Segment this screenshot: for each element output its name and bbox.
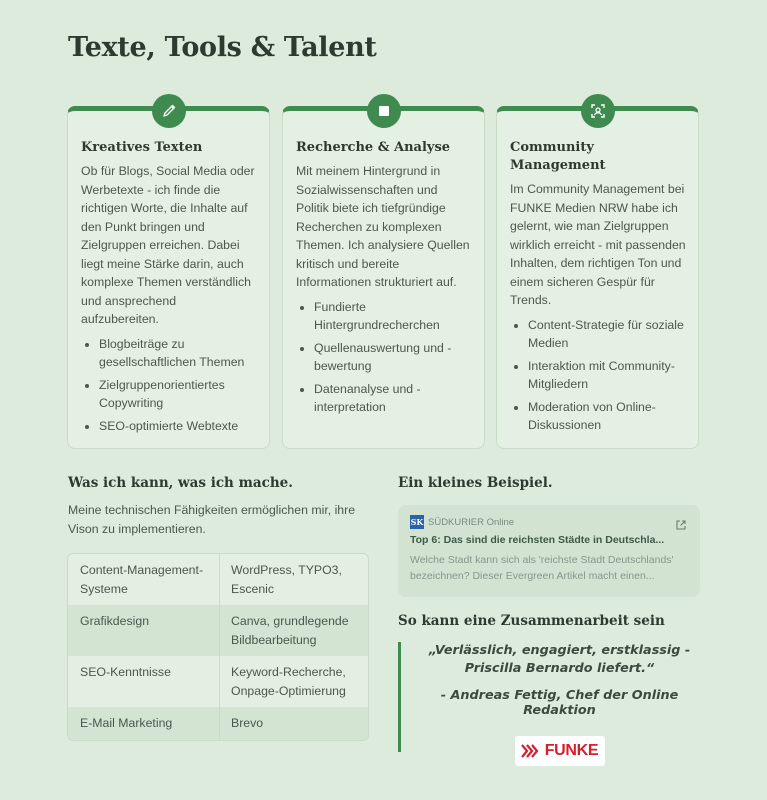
skill-cell: E-Mail Marketing xyxy=(80,716,173,730)
skills-table xyxy=(67,553,369,741)
source-logo: SK xyxy=(410,517,424,527)
preview-title[interactable]: Top 6: Das sind die reichsten Städte in Deutschla... xyxy=(410,534,665,546)
square-icon xyxy=(367,94,401,128)
skill-cell: SEO-Kenntnisse xyxy=(80,665,171,679)
skills-heading: Was ich kann, was ich mache. xyxy=(68,475,293,491)
list-item: • Datenanalyse und -interpretation xyxy=(314,380,472,417)
card-title: Kreatives Texten xyxy=(81,140,203,155)
tools-cell: Keyword-Recherche, Onpage-Optimierung xyxy=(219,656,368,707)
tools-cell: Brevo xyxy=(219,707,368,740)
list-item: • SEO-optimierte Webtexte xyxy=(99,417,257,436)
logo-text: FUNKE xyxy=(544,742,599,759)
table-row xyxy=(68,554,368,605)
list-item: • Interaktion mit Community-Mitgliedern xyxy=(528,357,686,394)
external-link-icon[interactable] xyxy=(676,517,686,535)
skill-cell: Grafikdesign xyxy=(80,614,150,628)
tools-cell: Canva, grundlegende Bildbearbeitung xyxy=(219,605,368,656)
quote-author: - Andreas Fettig, Chef der Online Redaktion xyxy=(440,688,679,718)
card-list xyxy=(510,316,686,435)
preview-source xyxy=(410,515,688,529)
list-item: • Quellenauswertung und -bewertung xyxy=(314,339,472,376)
table-row xyxy=(68,707,368,740)
service-card-research xyxy=(282,106,485,449)
source-name: SÜDKURIER Online xyxy=(428,516,515,528)
service-card-writing xyxy=(67,106,270,449)
community-icon xyxy=(581,94,615,128)
list-item: • Zielgruppenorientiertes Copywriting xyxy=(99,376,257,413)
table-row xyxy=(68,605,368,656)
skills-intro: Meine technischen Fähigkeiten ermöglichen mir, ihre Vison zu implementieren. xyxy=(68,503,356,536)
list-item: • Content-Strategie für soziale Medien xyxy=(528,316,686,353)
table-row xyxy=(68,656,368,707)
card-list xyxy=(296,298,472,417)
example-heading: Ein kleines Beispiel. xyxy=(398,475,553,491)
preview-description: Welche Stadt kann sich als 'reichste Stadt Deutschlands' bezeichnen? Dieser Evergreen Artikel macht einen... xyxy=(410,554,674,582)
card-title: Community Management xyxy=(510,140,606,173)
list-item: • Blogbeiträge zu gesellschaftlichen Themen xyxy=(99,335,257,372)
testimonial-heading: So kann eine Zusammenarbeit sein xyxy=(398,613,665,629)
card-text: Im Community Management bei FUNKE Medien NRW habe ich gelernt, wie man Zielgruppen wirklich erreicht - mit passenden Inhalten, dem richtigen Ton und einem sicheren Gespür für Trends. xyxy=(510,182,686,307)
list-item: • Moderation von Online-Diskussionen xyxy=(528,398,686,435)
quote-text: „Verlässlich, engagiert, erstklassig - Priscilla Bernardo liefert.“ xyxy=(428,643,691,676)
card-list xyxy=(81,335,257,436)
pencil-icon xyxy=(152,94,186,128)
page-title: Texte, Tools & Talent xyxy=(68,32,377,63)
skill-cell: Content-Management-Systeme xyxy=(80,563,204,596)
testimonial-quote xyxy=(398,642,700,759)
card-title: Recherche & Analyse xyxy=(296,140,451,155)
tools-cell: WordPress, TYPO3, Escenic xyxy=(219,554,368,605)
link-preview-card[interactable] xyxy=(398,505,700,597)
card-text: Ob für Blogs, Social Media oder Werbetexte - ich finde die richtigen Worte, die Inhalte auf den Punkt bringen und Zielgruppen erreichen. Dabei liegt meine Stärke darin, auch komplexe Themen verständlich und ansprechend aufzubereiten. xyxy=(81,164,255,326)
service-card-community xyxy=(496,106,699,449)
list-item: • Fundierte Hintergrundrecherchen xyxy=(314,298,472,335)
funke-logo xyxy=(515,736,605,766)
card-text: Mit meinem Hintergrund in Sozialwissenschaften und Politik biete ich tiefgründige Recherchen zu komplexen Themen. Ich analysiere Quellen kritisch und bereite Informationen strukturiert auf. xyxy=(296,164,470,289)
